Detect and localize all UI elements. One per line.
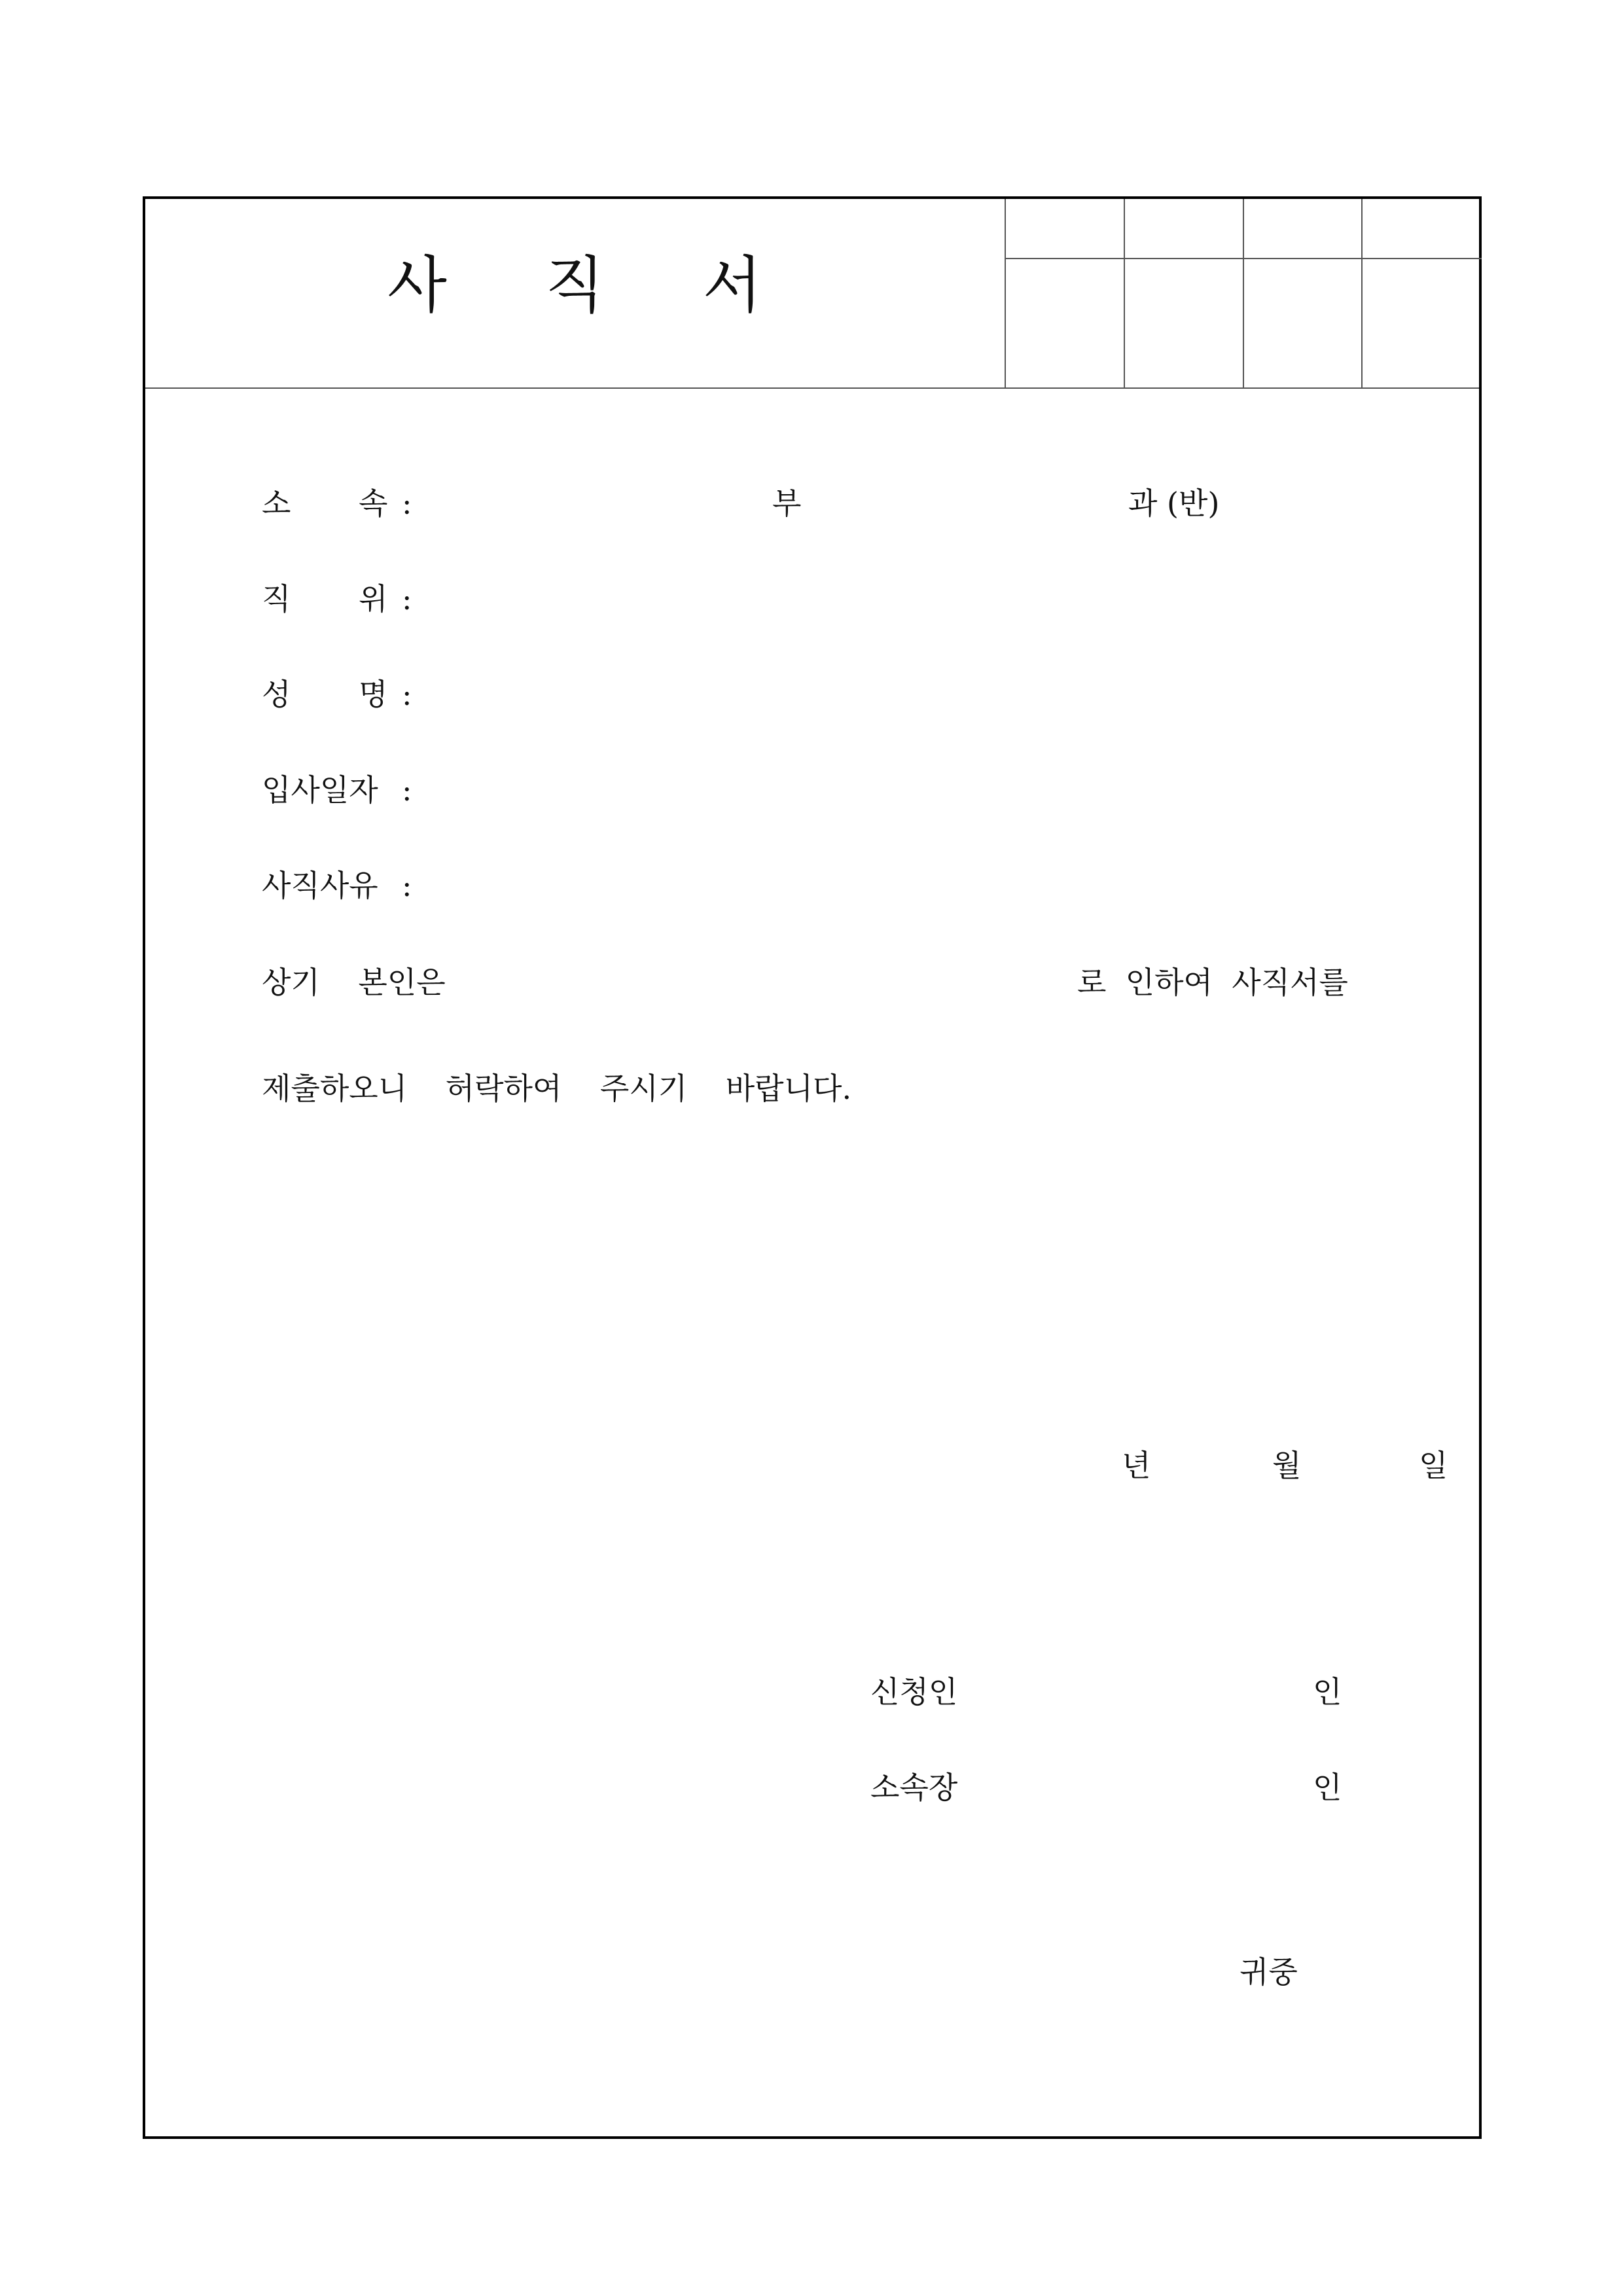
title-char-2: 직 <box>544 250 605 321</box>
approval-stamp-grid <box>1005 199 1482 389</box>
statement-line2: 제출하오니 허락하여 주시기 바랍니다. <box>262 1071 852 1106</box>
date-year-label: 년 <box>1122 1448 1151 1483</box>
join-date-label: 입사일자 <box>262 772 378 808</box>
approval-stamp-cell[interactable] <box>1125 259 1244 389</box>
approval-header-cell <box>1244 199 1363 259</box>
statement-line1-end: 로 인하여 사직서를 <box>1077 965 1348 1000</box>
approval-header-cell <box>1125 199 1244 259</box>
approval-stamp-cell[interactable] <box>1006 259 1125 389</box>
title-char-3: 서 <box>702 250 762 321</box>
addressee: 귀중 <box>1240 1954 1298 1990</box>
statement-line1-start: 상기 본인은 <box>262 965 446 1000</box>
join-date-colon: : <box>402 772 412 808</box>
applicant-label: 신청인 <box>870 1674 958 1710</box>
department-suffix: 부 <box>772 486 802 521</box>
affiliation-label-a: 소 <box>262 486 291 521</box>
date-month-label: 월 <box>1272 1448 1302 1483</box>
name-label-b: 명 <box>359 677 388 712</box>
manager-label: 소속장 <box>870 1770 958 1805</box>
reason-label: 사직사유 <box>262 868 378 903</box>
applicant-seal: 인 <box>1313 1674 1342 1710</box>
date-day-label: 일 <box>1419 1448 1448 1483</box>
name-label-a: 성 <box>262 677 291 712</box>
resignation-form-frame <box>143 196 1482 2139</box>
position-label-b: 위 <box>359 581 388 617</box>
position-colon: : <box>402 581 412 617</box>
name-colon: : <box>402 677 412 712</box>
section-suffix: 과 (반) <box>1128 486 1220 521</box>
approval-header-cell <box>1006 199 1125 259</box>
manager-seal: 인 <box>1313 1770 1342 1805</box>
reason-colon: : <box>402 868 412 903</box>
approval-stamp-cell[interactable] <box>1363 259 1482 389</box>
header-divider <box>145 387 1479 389</box>
title-char-1: 사 <box>387 250 447 321</box>
affiliation-colon: : <box>402 486 412 521</box>
document-title <box>387 250 762 321</box>
approval-stamp-cell[interactable] <box>1244 259 1363 389</box>
affiliation-label-b: 속 <box>359 486 388 521</box>
position-label-a: 직 <box>262 581 291 617</box>
approval-header-cell <box>1363 199 1482 259</box>
